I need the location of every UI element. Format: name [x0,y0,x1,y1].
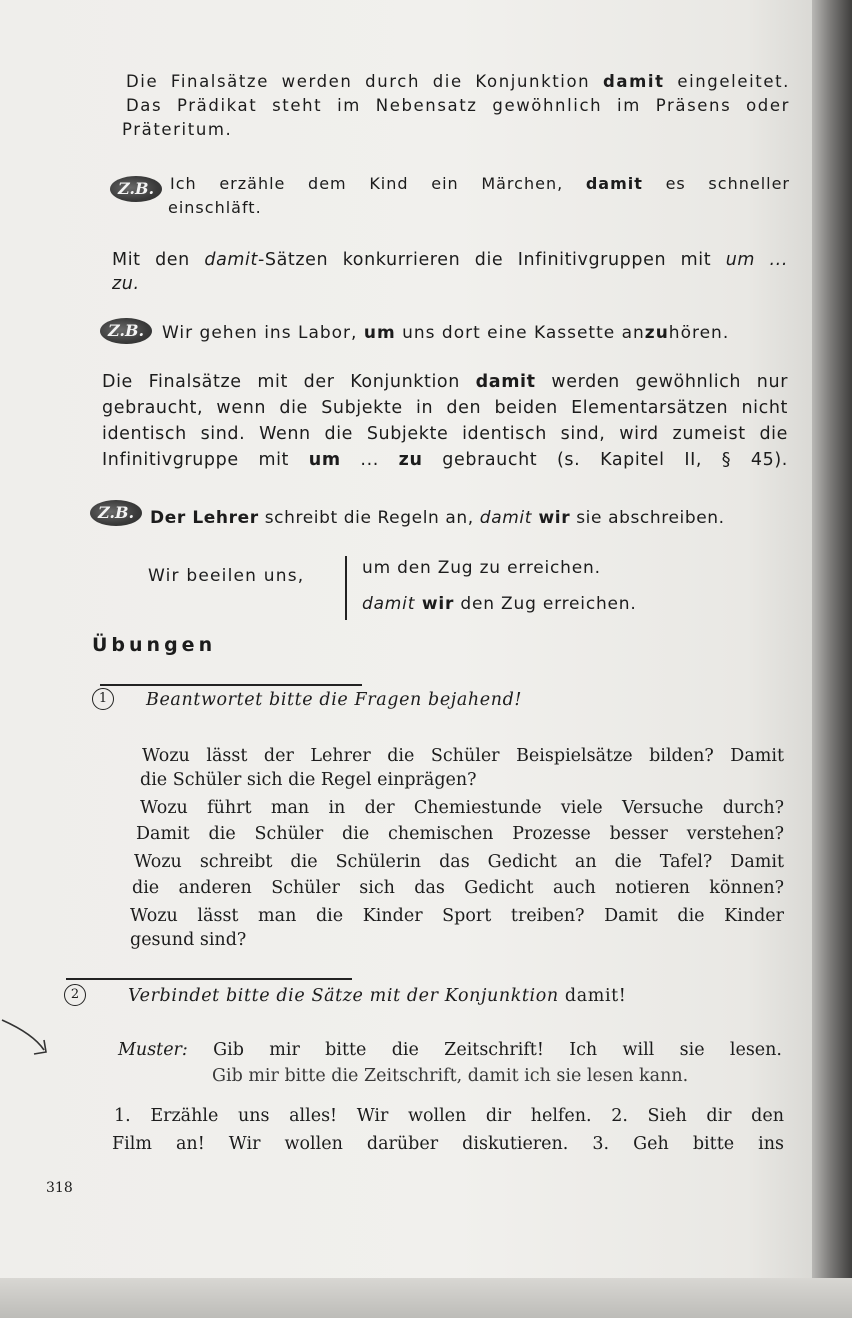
exercise1-line-1: Wozu lässt der Lehrer die Schüler Beispielsätze bilden? Damit [142,746,784,766]
intro-line-3: Präteritum. [122,120,233,139]
muster-line-2: Gib mir bitte die Zeitschrift, damit ich sie lesen kann. [212,1066,689,1086]
example1-line-1: Ich erzähle dem Kind ein Märchen, damit es schneller [170,174,790,193]
exercise2-task-line-2: Film an! Wir wollen darüber diskutieren. 3. Geh bitte ins [112,1134,784,1154]
exercise1-number: 1 [92,688,114,710]
split-example-right-2: damit wir den Zug erreichen. [362,594,637,614]
split-example-left: Wir beeilen uns, [148,566,305,586]
para3-line-1: Die Finalsätze mit der Konjunktion damit werden gewöhnlich nur [102,372,788,392]
intro-line-2: Das Prädikat steht im Nebensatz gewöhnlich im Präsens oder [126,96,790,115]
exercise1-line-8: gesund sind? [130,930,247,950]
exercise1-line-2: die Schüler sich die Regel einprägen? [140,770,477,790]
exercise1-instruction: Beantwortet bitte die Fragen bejahend! [146,690,523,710]
split-example-right-1: um den Zug zu erreichen. [362,558,601,578]
example3-sentence: Der Lehrer schreibt die Regeln an, damit wir sie abschreiben. [150,508,725,528]
exercise1-line-4: Damit die Schüler die chemischen Prozesse besser verstehen? [136,824,784,844]
hand-drawn-arrow-icon [0,1014,60,1060]
split-divider [345,556,347,620]
exercise2-number: 2 [64,984,86,1006]
page-bottom-edge [0,1278,852,1318]
exercise2-instruction: Verbindet bitte die Sätze mit der Konjunktion damit! [128,986,627,1006]
exercise2-rule [66,978,352,980]
exercise1-line-6: die anderen Schüler sich das Gedicht auch notieren können? [132,878,784,898]
exercise1-line-3: Wozu führt man in der Chemiestunde viele Versuche durch? [140,798,784,818]
section-title: Übungen [92,634,217,656]
example1-line-2: einschläft. [168,198,262,217]
zb-badge-1: Z.B. [110,176,162,202]
exercise1-line-7: Wozu lässt man die Kinder Sport treiben? Damit die Kinder [130,906,784,926]
zb-badge-3: Z.B. [90,500,142,526]
para2-line-2: zu. [112,274,140,294]
exercise1-line-5: Wozu schreibt die Schülerin das Gedicht an die Tafel? Damit [134,852,784,872]
intro-line-1: Die Finalsätze werden durch die Konjunktion damit eingeleitet. [126,72,790,91]
exercise2-task-line-1: 1. Erzähle uns alles! Wir wollen dir helfen. 2. Sieh dir den [114,1106,784,1126]
muster-line-1: Muster: Gib mir bitte die Zeitschrift! Ich will sie lesen. [118,1040,782,1060]
page-number: 318 [46,1180,73,1196]
book-spine [812,0,852,1318]
para3-line-4: Infinitivgruppe mit um ... zu gebraucht (s. Kapitel II, § 45). [102,450,788,470]
example2-sentence: Wir gehen ins Labor, um uns dort eine Kassette anzuhören. [162,323,730,343]
para2-line-1: Mit den damit-Sätzen konkurrieren die Infinitivgruppen mit um ... [112,250,788,270]
exercise1-rule [100,684,362,686]
zb-badge-2: Z.B. [100,318,152,344]
para3-line-3: identisch sind. Wenn die Subjekte identisch sind, wird zumeist die [102,424,788,444]
para3-line-2: gebraucht, wenn die Subjekte in den beiden Elementarsätzen nicht [102,398,788,418]
